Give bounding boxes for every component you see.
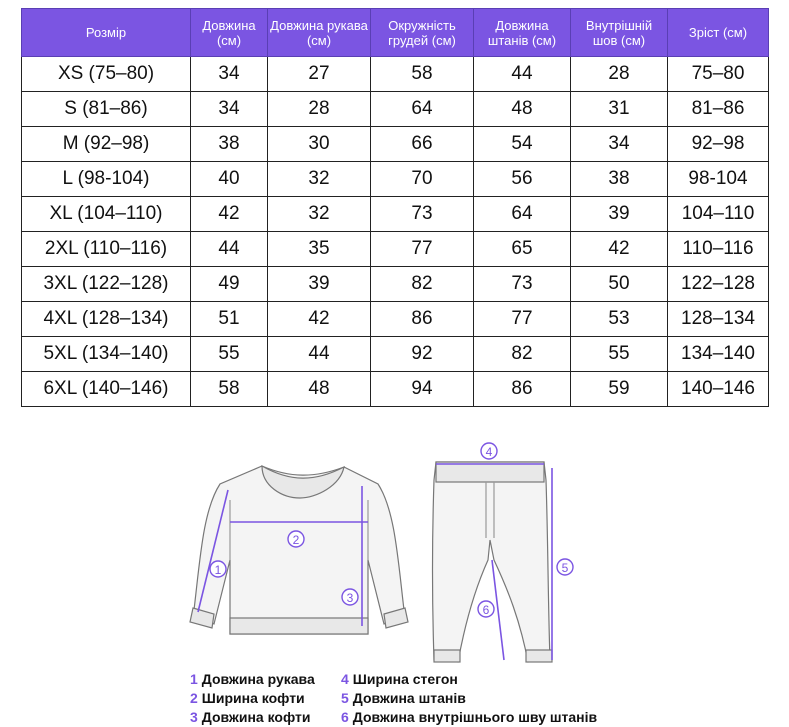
svg-text:2: 2 <box>292 533 300 547</box>
cell-length: 34 <box>191 92 268 127</box>
cell-sleeve: 39 <box>268 267 371 302</box>
svg-text:4: 4 <box>485 445 493 459</box>
cell-pants: 54 <box>474 127 571 162</box>
cell-pants: 48 <box>474 92 571 127</box>
marker-1 <box>210 561 226 577</box>
marker-3 <box>342 589 358 605</box>
marker-2 <box>288 531 304 547</box>
cell-inseam: 34 <box>571 127 668 162</box>
cell-height: 104–110 <box>668 197 769 232</box>
cell-sleeve: 32 <box>268 162 371 197</box>
cell-chest: 86 <box>371 302 474 337</box>
size-table <box>21 8 769 407</box>
cell-pants: 73 <box>474 267 571 302</box>
cell-chest: 77 <box>371 232 474 267</box>
legend-item: 5 Довжина штанів <box>341 690 466 706</box>
header-inseam: Внутрішній шов (см) <box>571 9 668 57</box>
cell-size: M (92–98) <box>22 127 191 162</box>
cell-inseam: 50 <box>571 267 668 302</box>
cell-size: S (81–86) <box>22 92 191 127</box>
header-length: Довжина (см) <box>191 9 268 57</box>
cell-pants: 44 <box>474 57 571 92</box>
svg-text:5: 5 <box>561 561 569 575</box>
cell-inseam: 39 <box>571 197 668 232</box>
legend-item: 2 Ширина кофти <box>190 690 305 706</box>
svg-text:3: 3 <box>346 591 354 605</box>
cell-size: 4XL (128–134) <box>22 302 191 337</box>
cell-length: 34 <box>191 57 268 92</box>
cell-height: 128–134 <box>668 302 769 337</box>
cell-inseam: 59 <box>571 372 668 407</box>
header-size: Розмір <box>22 9 191 57</box>
cell-sleeve: 44 <box>268 337 371 372</box>
table-row <box>22 337 769 372</box>
cell-height: 110–116 <box>668 232 769 267</box>
cell-sleeve: 48 <box>268 372 371 407</box>
cell-pants: 64 <box>474 197 571 232</box>
table-row <box>22 162 769 197</box>
table-row <box>22 232 769 267</box>
cell-length: 55 <box>191 337 268 372</box>
sweatshirt-drawing <box>190 466 408 634</box>
cell-sleeve: 28 <box>268 92 371 127</box>
table-row <box>22 57 769 92</box>
cell-height: 92–98 <box>668 127 769 162</box>
legend-left <box>190 670 315 727</box>
cell-pants: 65 <box>474 232 571 267</box>
cell-length: 40 <box>191 162 268 197</box>
cell-chest: 64 <box>371 92 474 127</box>
svg-text:1: 1 <box>214 563 222 577</box>
legend-right <box>341 670 597 727</box>
cell-height: 122–128 <box>668 267 769 302</box>
cell-length: 38 <box>191 127 268 162</box>
cell-length: 51 <box>191 302 268 337</box>
header-sleeve-length: Довжина рукава (см) <box>268 9 371 57</box>
table-row <box>22 372 769 407</box>
cell-size: XL (104–110) <box>22 197 191 232</box>
table-row <box>22 92 769 127</box>
cell-pants: 77 <box>474 302 571 337</box>
cell-size: 3XL (122–128) <box>22 267 191 302</box>
cell-size: L (98-104) <box>22 162 191 197</box>
cell-height: 140–146 <box>668 372 769 407</box>
marker-6 <box>478 601 494 617</box>
cell-size: 2XL (110–116) <box>22 232 191 267</box>
legend-item: 3 Довжина кофти <box>190 709 311 725</box>
table-row <box>22 197 769 232</box>
cell-length: 42 <box>191 197 268 232</box>
table-row <box>22 267 769 302</box>
cell-chest: 94 <box>371 372 474 407</box>
svg-text:6: 6 <box>482 603 490 617</box>
cell-height: 81–86 <box>668 92 769 127</box>
cell-inseam: 55 <box>571 337 668 372</box>
cell-size: 5XL (134–140) <box>22 337 191 372</box>
cell-chest: 70 <box>371 162 474 197</box>
header-pants-length: Довжина штанів (см) <box>474 9 571 57</box>
cell-chest: 58 <box>371 57 474 92</box>
legend-item: 4 Ширина стегон <box>341 671 458 687</box>
table-header-row <box>22 9 769 57</box>
cell-height: 75–80 <box>668 57 769 92</box>
cell-pants: 86 <box>474 372 571 407</box>
cell-size: 6XL (140–146) <box>22 372 191 407</box>
cell-sleeve: 42 <box>268 302 371 337</box>
cell-inseam: 53 <box>571 302 668 337</box>
cell-inseam: 28 <box>571 57 668 92</box>
cell-sleeve: 30 <box>268 127 371 162</box>
legend-item: 1 Довжина рукава <box>190 671 315 687</box>
cell-length: 58 <box>191 372 268 407</box>
cell-height: 98-104 <box>668 162 769 197</box>
cell-chest: 73 <box>371 197 474 232</box>
cell-height: 134–140 <box>668 337 769 372</box>
cell-inseam: 38 <box>571 162 668 197</box>
header-height: Зріст (см) <box>668 9 769 57</box>
table-row <box>22 127 769 162</box>
cell-chest: 92 <box>371 337 474 372</box>
cell-inseam: 42 <box>571 232 668 267</box>
legend-item: 6 Довжина внутрішнього шву штанів <box>341 709 598 725</box>
cell-sleeve: 32 <box>268 197 371 232</box>
cell-length: 49 <box>191 267 268 302</box>
cell-sleeve: 35 <box>268 232 371 267</box>
cell-inseam: 31 <box>571 92 668 127</box>
cell-size: XS (75–80) <box>22 57 191 92</box>
cell-length: 44 <box>191 232 268 267</box>
cell-pants: 82 <box>474 337 571 372</box>
cell-sleeve: 27 <box>268 57 371 92</box>
marker-5 <box>557 559 573 575</box>
cell-chest: 66 <box>371 127 474 162</box>
header-chest: Окружність грудей (см) <box>371 9 474 57</box>
marker-4 <box>481 443 497 459</box>
cell-chest: 82 <box>371 267 474 302</box>
cell-pants: 56 <box>474 162 571 197</box>
table-row <box>22 302 769 337</box>
